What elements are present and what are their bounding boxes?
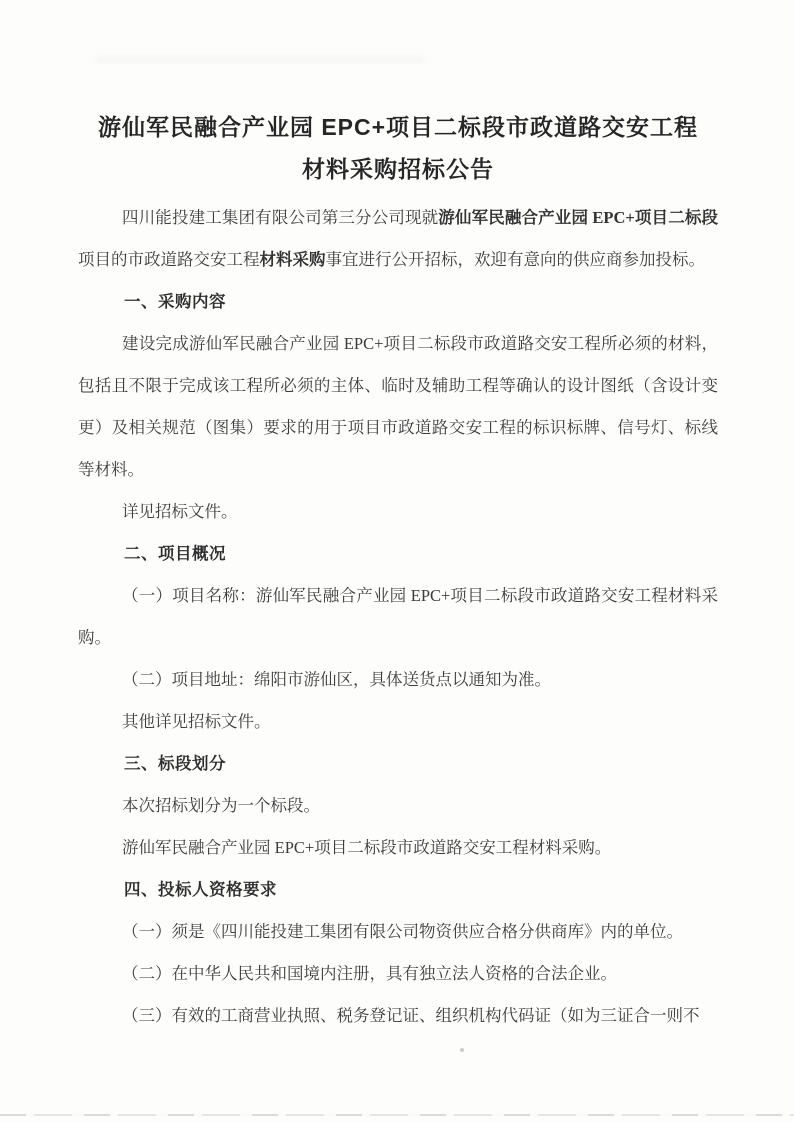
intro-bold-procurement: 材料采购 [259,250,326,269]
scan-smudge-artifact [95,56,425,63]
section-heading-2: 二、项目概况 [124,545,226,563]
scan-bottom-edge-artifact [0,1114,794,1116]
section-3-paragraph-2: 游仙军民融合产业园 EPC+项目二标段市政道路交安工程材料采购。 [122,838,612,857]
section-2-paragraph-1: （一）项目名称：游仙军民融合产业园 EPC+项目二标段市政道路交安工程材料采购。 [78,586,718,647]
section-1-paragraph-1: 建设完成游仙军民融合产业园 EPC+项目二标段市政道路交安工程所必须的材料，包括且不限于完成该工程所必须的主体、临时及辅助工程等确认的设计图纸（含设计变更）及相关规范（图集）要求的用于项目市政道路交安工程的标识标牌、信号灯、标线等材料。 [78,334,718,479]
document-title-line-2: 材料采购招标公告 [302,156,494,182]
document-title-line-1: 游仙军民融合产业园 EPC+项目二标段市政道路交安工程 [97,114,699,140]
intro-text-3: 事宜进行公开招标，欢迎有意向的供应商参加投标。 [325,250,705,269]
intro-text-1: 四川能投建工集团有限公司第三分公司现就 [122,208,439,227]
section-heading-3: 三、标段划分 [124,755,226,773]
section-3-paragraph-1: 本次招标划分为一个标段。 [122,796,320,815]
document-body [78,197,718,1037]
scan-speck-artifact [460,1048,464,1052]
document-title [78,106,718,190]
section-heading-1: 一、采购内容 [124,293,226,311]
section-4-paragraph-3: （三）有效的工商营业执照、税务登记证、组织机构代码证（如为三证合一则不 [122,1006,700,1025]
section-2-paragraph-2: （二）项目地址：绵阳市游仙区，具体送货点以通知为准。 [122,670,551,689]
section-2-paragraph-3: 其他详见招标文件。 [122,712,271,731]
section-heading-4: 四、投标人资格要求 [124,881,277,899]
intro-bold-project-name: 游仙军民融合产业园 EPC+项目二标段 [438,208,719,227]
section-1-paragraph-2: 详见招标文件。 [122,502,238,521]
intro-text-2: 项目的市政道路交安工程 [78,250,260,269]
section-4-paragraph-2: （二）在中华人民共和国境内注册，具有独立法人资格的合法企业。 [122,964,617,983]
section-4-paragraph-1: （一）须是《四川能投建工集团有限公司物资供应合格分供商库》内的单位。 [122,922,683,941]
intro-paragraph [78,197,718,281]
